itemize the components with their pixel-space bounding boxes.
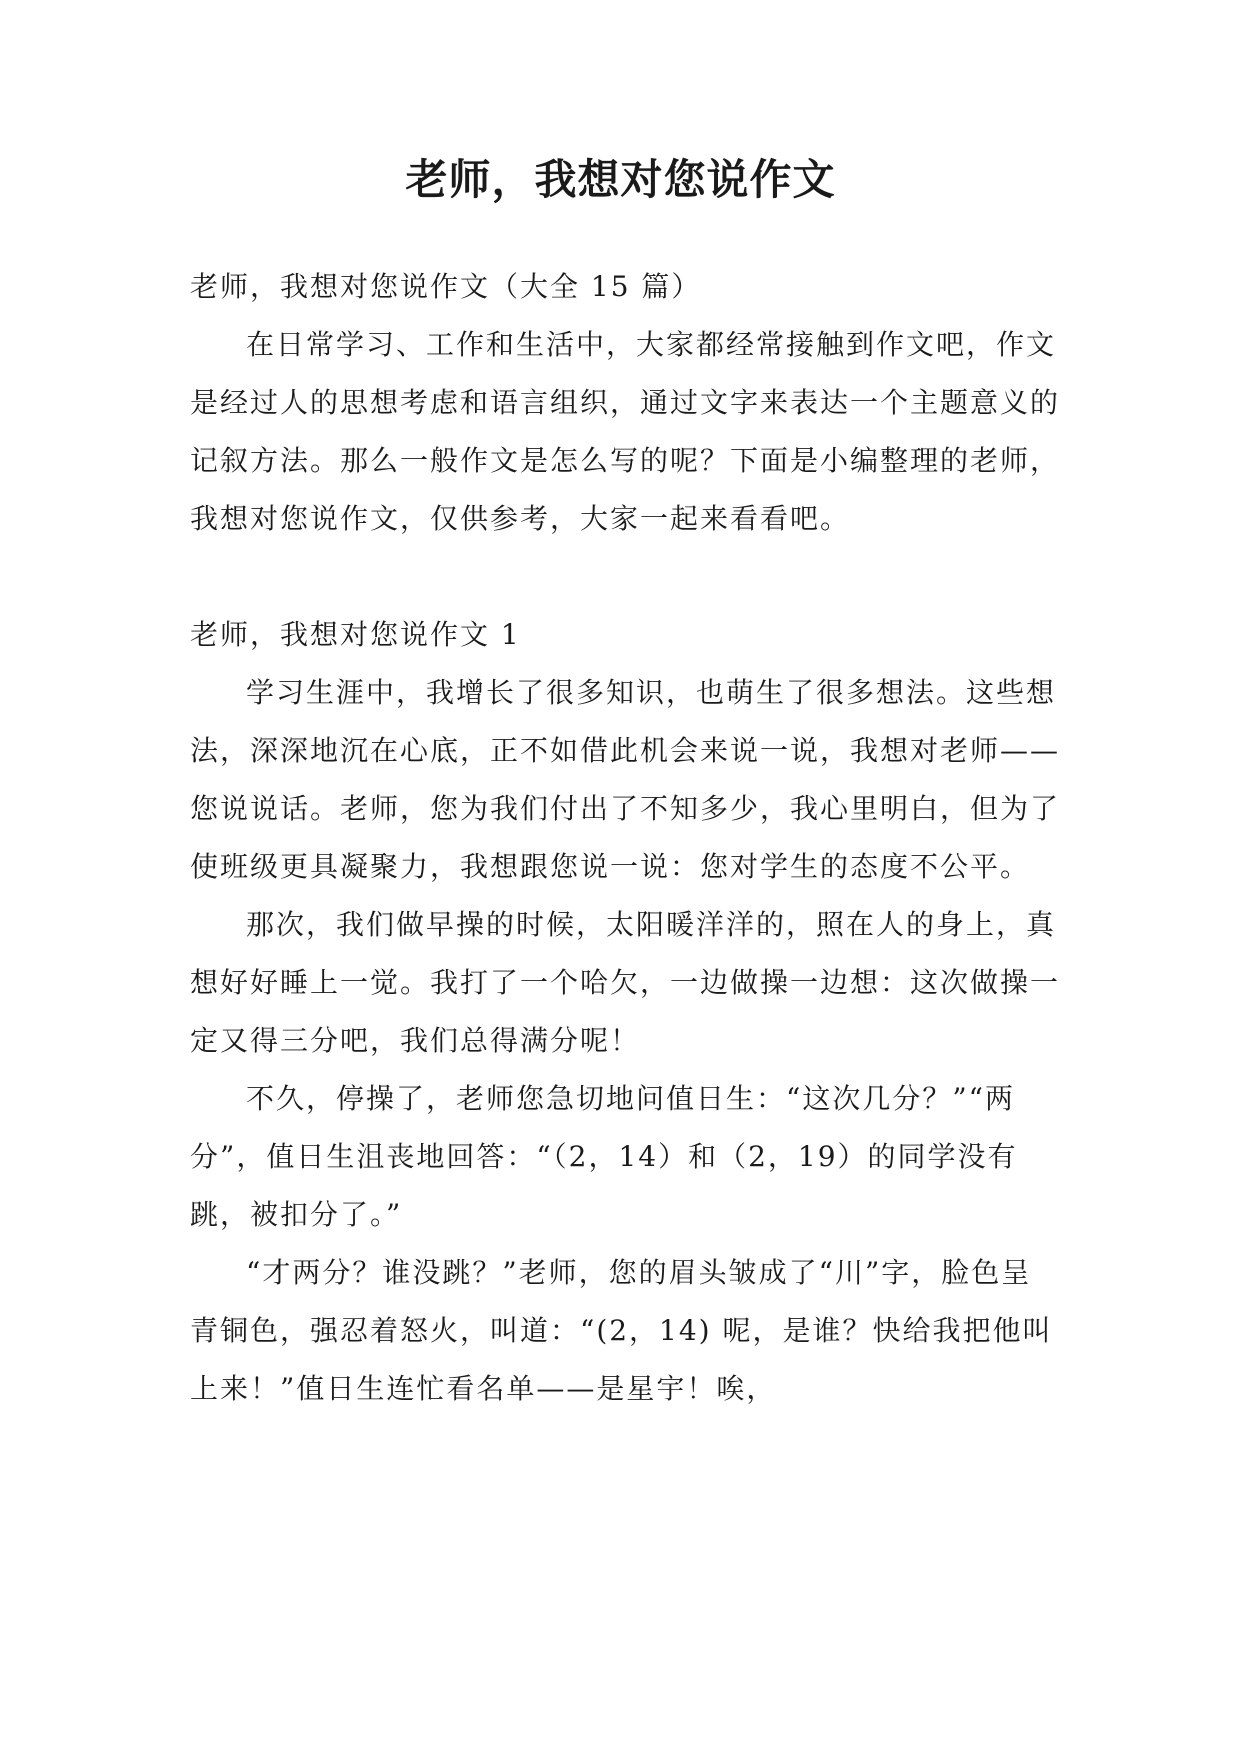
section-heading: 老师，我想对您说作文 1 — [190, 618, 521, 651]
body-paragraph-3: 不久，停操了，老师您急切地问值日生：“这次几分？”“两分”，值日生沮丧地回答：“（2，14）和（2，19）的同学没有跳，被扣分了。” — [190, 1082, 1018, 1231]
intro-paragraph: 在日常学习、工作和生活中，大家都经常接触到作文吧，作文是经过人的思想考虑和语言组织，通过文字来表达一个主题意义的记叙方法。那么一般作文是怎么写的呢？下面是小编整理的老师，我想对您说作文，仅供参考，大家一起来看看吧。 — [190, 328, 1061, 535]
document-body — [190, 258, 1060, 1418]
body-paragraph-1: 学习生涯中，我增长了很多知识，也萌生了很多想法。这些想法，深深地沉在心底，正不如借此机会来说一说，我想对老师——您说说话。老师，您为我们付出了不知多少，我心里明白，但为了使班级更具凝聚力，我想跟您说一说：您对学生的态度不公平。 — [190, 676, 1061, 883]
document-title: 老师，我想对您说作文 — [405, 155, 836, 204]
section-spacer — [190, 548, 1060, 606]
body-paragraph-2: 那次，我们做早操的时候，太阳暖洋洋的，照在人的身上，真想好好睡上一觉。我打了一个哈欠，一边做操一边想：这次做操一定又得三分吧，我们总得满分呢！ — [190, 908, 1061, 1057]
body-paragraph-4: “才两分？谁没跳？”老师，您的眉头皱成了“川”字，脸色呈青铜色，强忍着怒火，叫道：“(2，14) 呢，是谁？快给我把他叫上来！”值日生连忙看名单——是星宇！唉， — [190, 1256, 1053, 1405]
document-subtitle: 老师，我想对您说作文（大全 15 篇） — [190, 270, 702, 303]
